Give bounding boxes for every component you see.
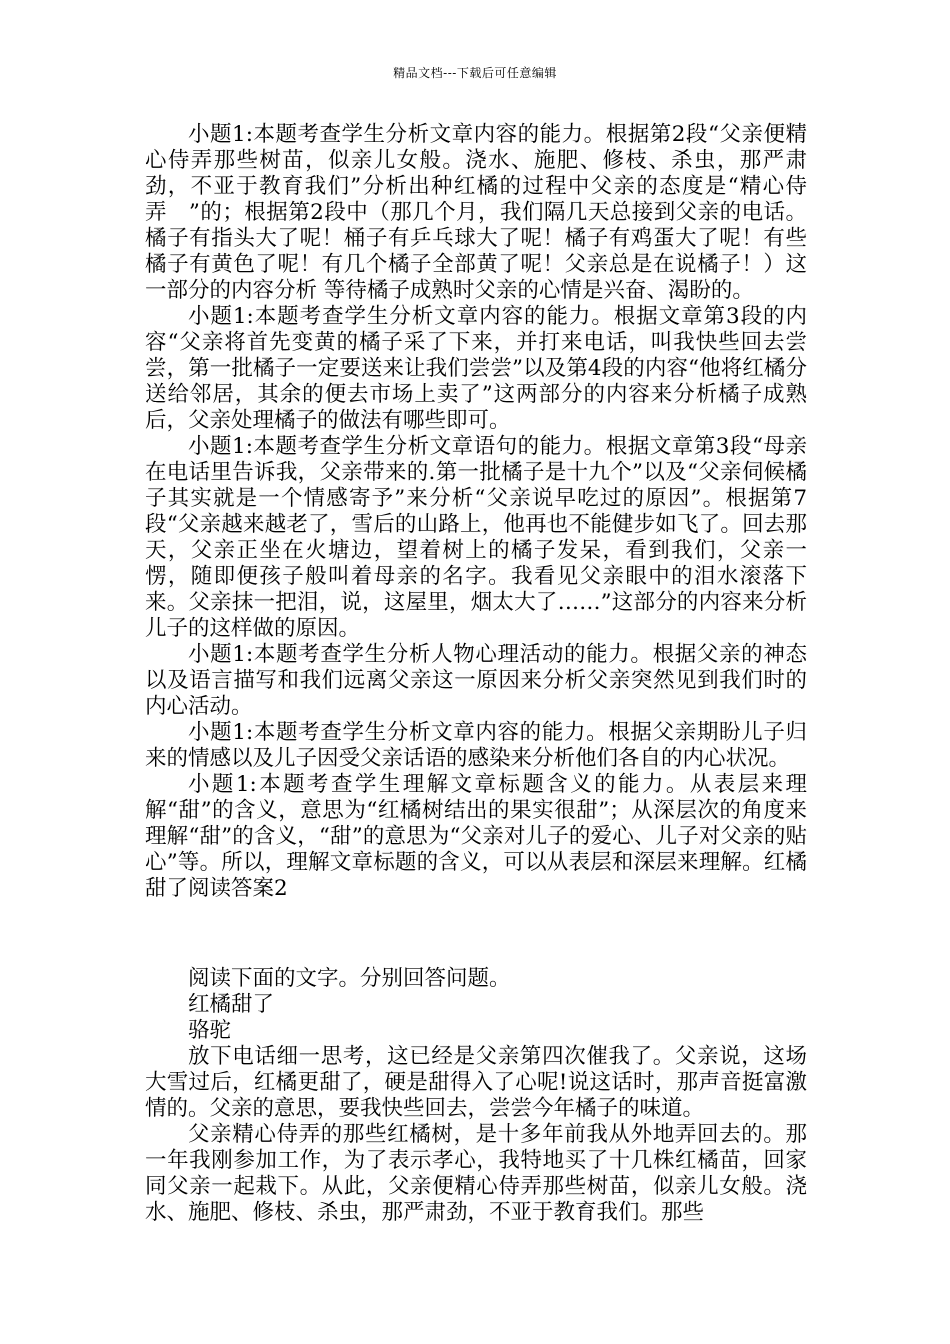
- story-paragraph-2: 父亲精心侍弄的那些红橘树，是十多年前我从外地弄回去的。那一年我刚参加工作，为了表示孝心，我特地买了十几株红橘苗，回家同父亲一起栽下。从此，父亲便精心侍弄那些树苗，似亲儿女般。浇水、施肥、修枝、杀虫，那严肃劲，不亚于教育我们。那些: [145, 1122, 807, 1225]
- analysis-paragraph-4: 小题1:本题考查学生分析人物心理活动的能力。根据父亲的神态以及语言描写和我们远离父亲这一原因来分析父亲突然见到我们时的内心活动。: [145, 642, 807, 719]
- document-body: [145, 122, 807, 1226]
- analysis-paragraph-1: 小题1:本题考查学生分析文章内容的能力。根据第2段“父亲便精心侍弄那些树苗，似亲儿女般。浇水、施肥、修枝、杀虫，那严肃劲，不亚于教育我们”分析出种红橘的过程中父亲的态度是“精心侍弄 ”的；根据第2段中（那几个月，我们隔几天总接到父亲的电话。橘子有指头大了呢！桶子有乒乓球大了呢！橘子有鸡蛋大了呢！有些橘子有黄色了呢！有几个橘子全部黄了呢！父亲总是在说橘子！）这一部分的内容分析 等待橘子成熟时父亲的心情是兴奋、渴盼的。: [145, 122, 807, 303]
- analysis-paragraph-5: 小题1:本题考查学生分析文章内容的能力。根据父亲期盼儿子归来的情感以及儿子因受父亲话语的感染来分析他们各自的内心状况。: [145, 720, 807, 771]
- analysis-paragraph-6: 小题1:本题考查学生理解文章标题含义的能力。从表层来理解“甜”的含义，意思为“红橘树结出的果实很甜”；从深层次的角度来理解“甜”的含义，“甜”的意思为“父亲对儿子的爱心、儿子对父亲的贴心”等。所以，理解文章标题的含义，可以从表层和深层来理解。红橘甜了阅读答案2: [145, 772, 807, 901]
- analysis-paragraph-2: 小题1:本题考查学生分析文章内容的能力。根据文章第3段的内容“父亲将首先变黄的橘子采了下来，并打来电话，叫我快些回去尝尝，第一批橘子一定要送来让我们尝尝”以及第4段的内容“他将红橘分送给邻居，其余的便去市场上卖了”这两部分的内容来分析橘子成熟后，父亲处理橘子的做法有哪些即可。: [145, 304, 807, 433]
- story-author: 骆驼: [188, 1018, 232, 1043]
- story-paragraph-1: 放下电话细一思考，这已经是父亲第四次催我了。父亲说，这场大雪过后，红橘更甜了，硬是甜得入了心呢!说这话时，那声音挺富激情的。父亲的意思，要我快些回去，尝尝今年橘子的味道。: [145, 1044, 807, 1121]
- reading-instruction: 阅读下面的文字。分别回答问题。: [188, 966, 511, 991]
- section-gap: [145, 902, 807, 966]
- story-title: 红橘甜了: [188, 992, 275, 1017]
- analysis-paragraph-3: 小题1:本题考查学生分析文章语句的能力。根据文章第3段“母亲在电话里告诉我，父亲带来的.第一批橘子是十九个”以及“父亲伺候橘子其实就是一个情感寄予”来分析“父亲说早吃过的原因”。根据第7段“父亲越来越老了，雪后的山路上，他再也不能健步如飞了。回去那天，父亲正坐在火塘边，望着树上的橘子发呆，看到我们，父亲一愣，随即便孩子般叫着母亲的名字。我看见父亲眼中的泪水滚落下来。父亲抹一把泪，说，这屋里，烟太大了……”这部分的内容来分析儿子的这样做的原因。: [145, 434, 807, 641]
- page-header: 精品文档---下载后可任意编辑: [393, 66, 557, 80]
